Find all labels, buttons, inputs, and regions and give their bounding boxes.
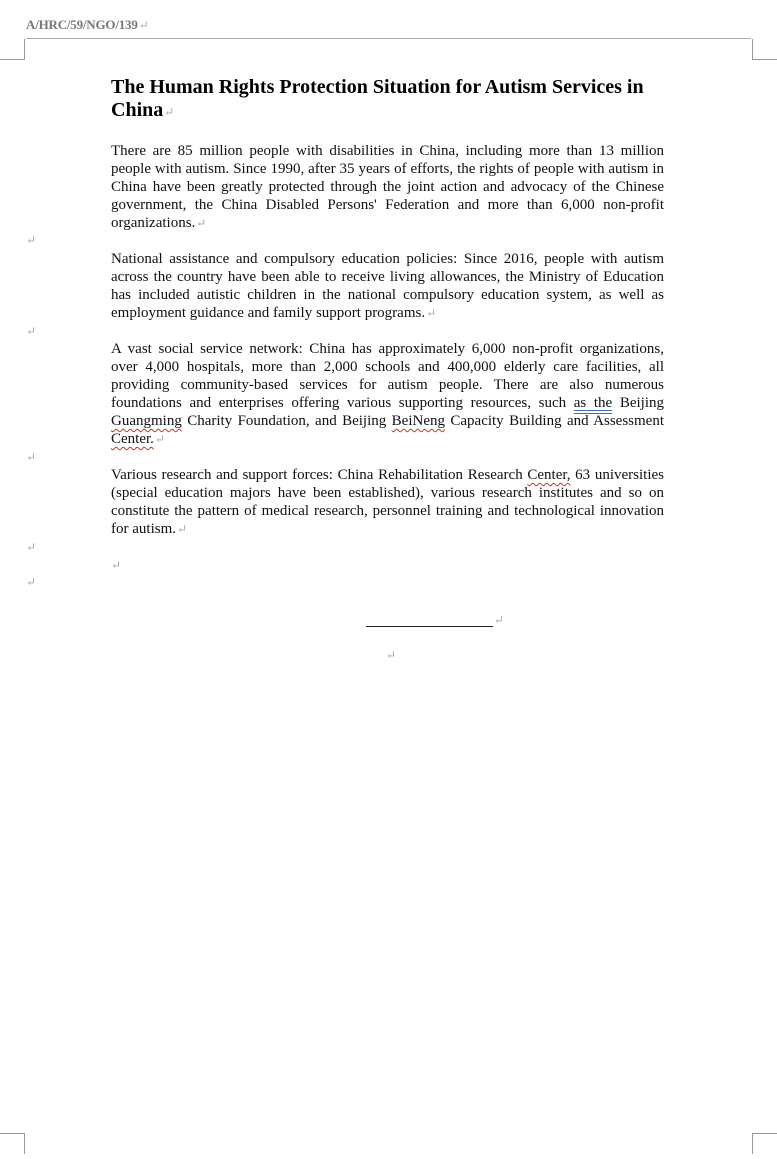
document-symbol-text: A/HRC/59/NGO/139 <box>26 17 138 32</box>
paragraph-text: Capacity Building and Assessment <box>444 413 665 429</box>
paragraph-text: 63 universities (special education majors have been established), various research institutes and so on constitute the pattern of medical research, personnel training and technological innovation for autism. <box>111 467 665 537</box>
document-title[interactable] <box>111 76 664 124</box>
document-title-text: The Human Rights Protection Situation for Autism Services in China <box>111 76 644 121</box>
paragraph-mark-icon: ↵ <box>177 522 188 536</box>
crop-mark-top-right <box>752 39 777 60</box>
grammar-flag-as-the[interactable]: as the <box>573 395 613 411</box>
paragraph-policies[interactable] <box>111 250 664 322</box>
document-symbol <box>26 17 149 33</box>
header-rule <box>26 38 751 39</box>
paragraph-mark-icon: ↵ <box>426 306 437 320</box>
paragraph-mark-icon: ↵ <box>138 18 149 32</box>
closing-rule <box>366 626 493 627</box>
return-mark-icon: ↵ <box>26 324 37 338</box>
paragraph-mark-icon: ↵ <box>196 216 207 230</box>
paragraph-text: Beijing <box>612 395 664 411</box>
return-mark-icon: ↵ <box>26 450 37 464</box>
paragraph-intro[interactable] <box>111 142 664 232</box>
document-body[interactable] <box>111 76 664 556</box>
paragraph-text: There are 85 million people with disabilities in China, including more than 13 million people with autism. Since 1990, after 35 years of efforts, the rights of people with autism in China have been greatly protected through the joint action and advocacy of the Chinese government, the China Disabled Persons' Federation and more than 6,000 non-profit organizations. <box>111 143 664 231</box>
spelling-flag-center[interactable]: Center. <box>111 431 154 447</box>
return-mark-icon: ↵ <box>386 648 397 662</box>
crop-mark-bottom-left <box>0 1133 25 1154</box>
spelling-flag-center[interactable]: Center, <box>527 467 571 483</box>
crop-mark-top-left <box>0 39 25 60</box>
return-mark-icon: ↵ <box>494 613 505 627</box>
spelling-flag-beineng[interactable]: BeiNeng <box>391 413 445 429</box>
paragraph-service-network[interactable] <box>111 340 664 448</box>
paragraph-text: Various research and support forces: China Rehabilitation Research <box>111 467 528 483</box>
paragraph-text: National assistance and compulsory education policies: Since 2016, people with autism across the country have been able to receive living allowances, the Ministry of Education has included autistic children in the national compulsory education system, as well as employment guidance and family support programs. <box>111 251 664 321</box>
return-mark-icon: ↵ <box>26 540 37 554</box>
paragraph-text: Charity Foundation, and Beijing <box>181 413 392 429</box>
paragraph-research[interactable] <box>111 466 664 538</box>
paragraph-text: A vast social service network: China has approximately 6,000 non-profit organizations, over 4,000 hospitals, more than 2,000 schools and 400,000 elderly care facilities, all providing community-based services for autism people. There are also numerous foundations and enterprises offering various supporting resources, such <box>111 341 664 411</box>
return-mark-icon: ↵ <box>26 233 37 247</box>
spelling-flag-guangming[interactable]: Guangming <box>111 413 182 429</box>
paragraph-mark-icon: ↵ <box>154 432 165 446</box>
crop-mark-bottom-right <box>752 1133 777 1154</box>
return-mark-icon: ↵ <box>111 558 122 572</box>
return-mark-icon: ↵ <box>26 575 37 589</box>
paragraph-mark-icon: ↵ <box>164 105 175 119</box>
